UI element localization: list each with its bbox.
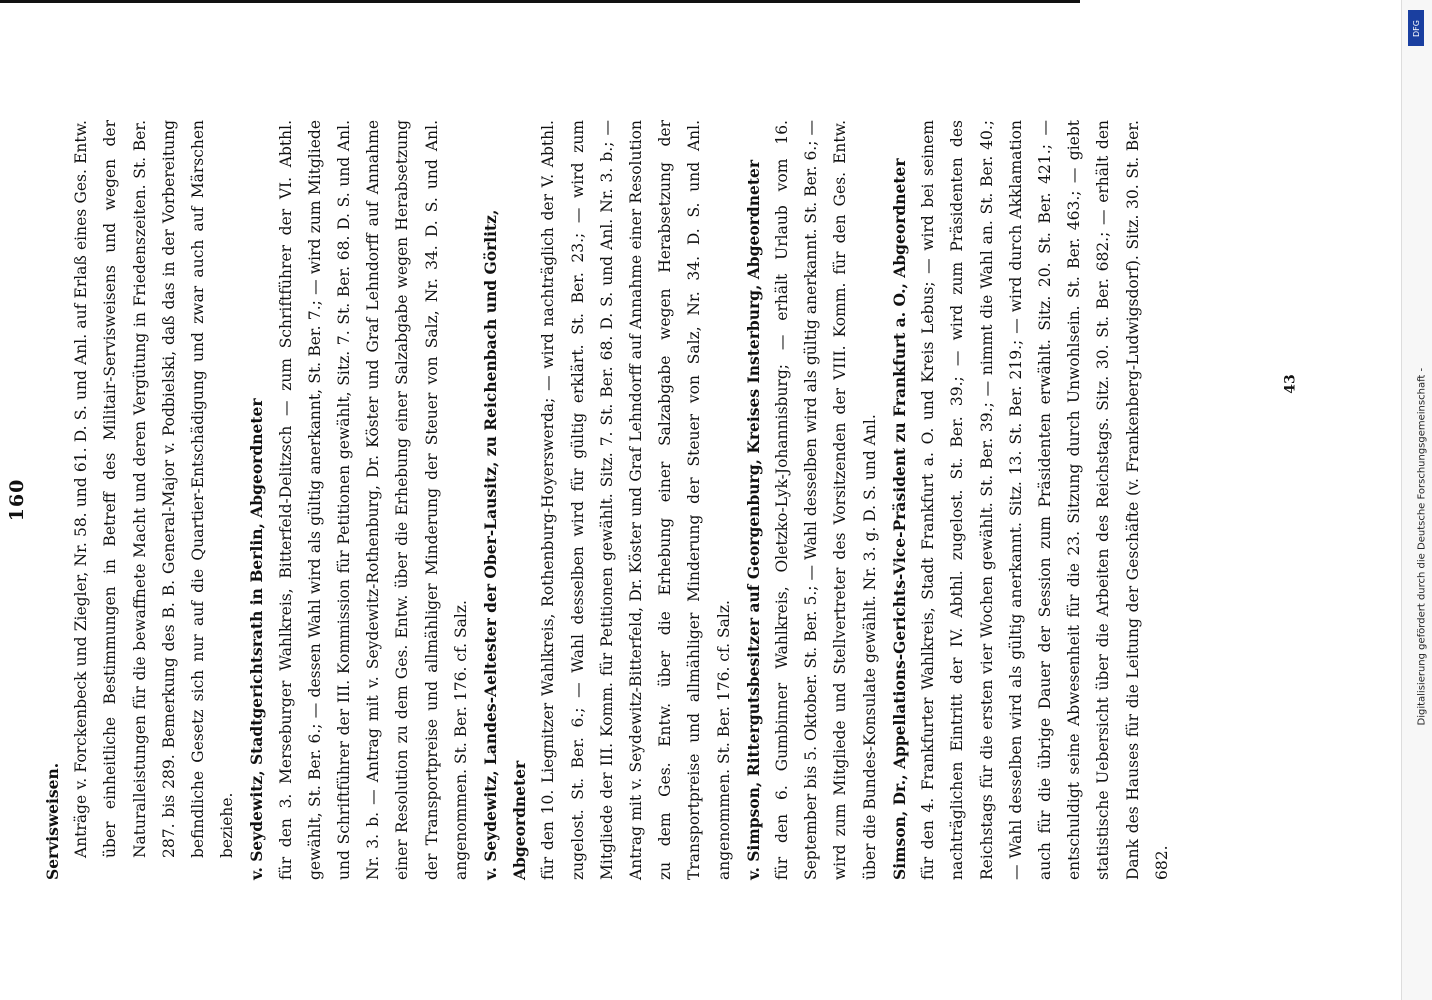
index-entries <box>38 120 1177 880</box>
entry-seydewitz-oberlausitz <box>476 120 739 880</box>
dfg-logo-text: DFG <box>1411 19 1421 37</box>
page-edge-rule <box>0 0 1080 3</box>
footer-number: 43 <box>1282 374 1299 394</box>
digitization-notice: Digitalisierung gefördert durch die Deutsche Forschungsgemeinschaft - <box>1416 367 1428 726</box>
entry-text: für den 3. Merseburger Wahlkreis, Bitterfeld-Delitzsch — zum Schriftführer der VI. Abthl. gewählt, St. Ber. 6.; — dessen Wahl wird als gültig anerkannt, St. Ber. 7.; — wird zum Mitgliede und Schriftführer der III. Kommission für Petitionen gewählt, Sitz. 7. St. Ber. 68. D. S. und Anl. Nr. 3. b. — Antrag mit v. Seydewitz-Rothenburg, Dr. Köster und Graf Lehndorff auf Annahme einer Resolution zu dem Ges. Entw. über die Erhebung einer Salzabgabe wegen Herabsetzung der Transportpreise und allmähliger Minderung der Steuer von Salz, Nr. 34. D. S. und Anl. angenommen. St. Ber. 176. cf. Salz. <box>276 120 470 880</box>
entry-heading: v. Simpson, Rittergutsbesitzer auf Georgenburg, Kreises Insterburg, Abgeordneter <box>743 159 763 880</box>
entry-text: für den 4. Frankfurter Wahlkreis, Stadt Frankfurt a. O. und Kreis Lebus; — wird bei seinem nachträglichen Eintritt der IV. Abthl. zugelost. St. Ber. 39.; — wird zum Präsidenten des Reichstags für die ersten vier Wochen gewählt. St. Ber. 39.; — nimmt die Wahl an. St. Ber. 40.; — Wahl desselben wird als gültig anerkannt. Sitz. 13. St. Ber. 219.; — wird durch Akklamation auch für die übrige Dauer der Session zum Präsidenten erwählt. Sitz. 20. St. Ber. 421.; — entschuldigt seine Abwesenheit für die 23. Sitzung durch Unwohlsein. St. Ber. 463.; — giebt statistische Uebersicht über die Arbeiten des Reichstags. Sitz. 30. St. Ber. 682.; — erhält den Dank des Hauses für die Leitung der Geschäfte (v. Frankenberg-Ludwigsdorf). Sitz. 30. St. Ber. 682. <box>919 120 1171 880</box>
entry-text: für den 6. Gumbinner Wahlkreis, Oletzko-Lyk-Johannisburg; — erhält Urlaub vom 16. September bis 5. Oktober. St. Ber. 5.; — Wahl desselben wird als gültig anerkannt. St. Ber. 6.; — wird zum Mitgliede und Stellvertreter des Vorsitzenden der VIII. Komm. für den Ges. Entw. über die Bundes-Konsulate gewählt. Nr. 3. g. D. S. und Anl. <box>773 120 879 880</box>
rotated-page-content <box>0 120 1200 880</box>
entry-simson <box>885 120 1177 880</box>
entry-heading: v. Seydewitz, Stadtgerichtsrath in Berlin, Abgeordneter <box>247 398 267 880</box>
entry-simpson <box>739 120 885 880</box>
entry-heading: Simson, Dr., Appellations-Gerichts-Vice-Präsident zu Frankfurt a. O., Abgeordneter <box>889 158 909 880</box>
entry-heading: v. Seydewitz, Landes-Aeltester der Ober-Lausitz, zu Reichenbach und Görlitz, Abgeordneter <box>481 209 530 880</box>
dfg-logo <box>1408 10 1424 46</box>
entry-text: Anträge v. Forckenbeck und Ziegler, Nr. 58. und 61. D. S. und Anl. auf Erlaß eines Ges. Entw. über einheitliche Bestimmungen in Betreff des Militair-Servisweisens und wegen der Naturalleistungen für die bewaffnete Macht und deren Vergütung in Friedenszeiten. St. Ber. 287. bis 289. Bemerkung des B. B. General-Major v. Podbielski, daß das in der Vorbereitung befindliche Gesetz sich nur auf die Quartier-Entschädigung und zwar auch auf Märschen beziehe. <box>72 120 237 858</box>
entry-heading: Servisweisen. <box>43 762 62 880</box>
entry-servisweisen <box>38 120 242 880</box>
digitization-sidebar <box>1401 0 1432 1000</box>
entry-seydewitz-berlin <box>242 120 476 880</box>
page-number: 160 <box>6 478 28 522</box>
entry-text: für den 10. Liegnitzer Wahlkreis, Rothenburg-Hoyerswerda; — wird nachträglich der V. Abthl. zugelost. St. Ber. 6.; — Wahl desselben wird für gültig erklärt. St. Ber. 23.; — wird zum Mitgliede der III. Komm. für Petitionen gewählt. Sitz. 7. St. Ber. 68. D. S. und Anl. Nr. 3. b.; — Antrag mit v. Seydewitz-Bitterfeld, Dr. Köster und Graf Lehndorff auf Annahme einer Resolution zu dem Ges. Entw. über die Erhebung einer Salzabgabe wegen Herabsetzung der Transportpreise und allmähliger Minderung der Steuer von Salz, Nr. 34. D. S. und Anl. angenommen. St. Ber. 176. cf. Salz. <box>539 120 733 880</box>
